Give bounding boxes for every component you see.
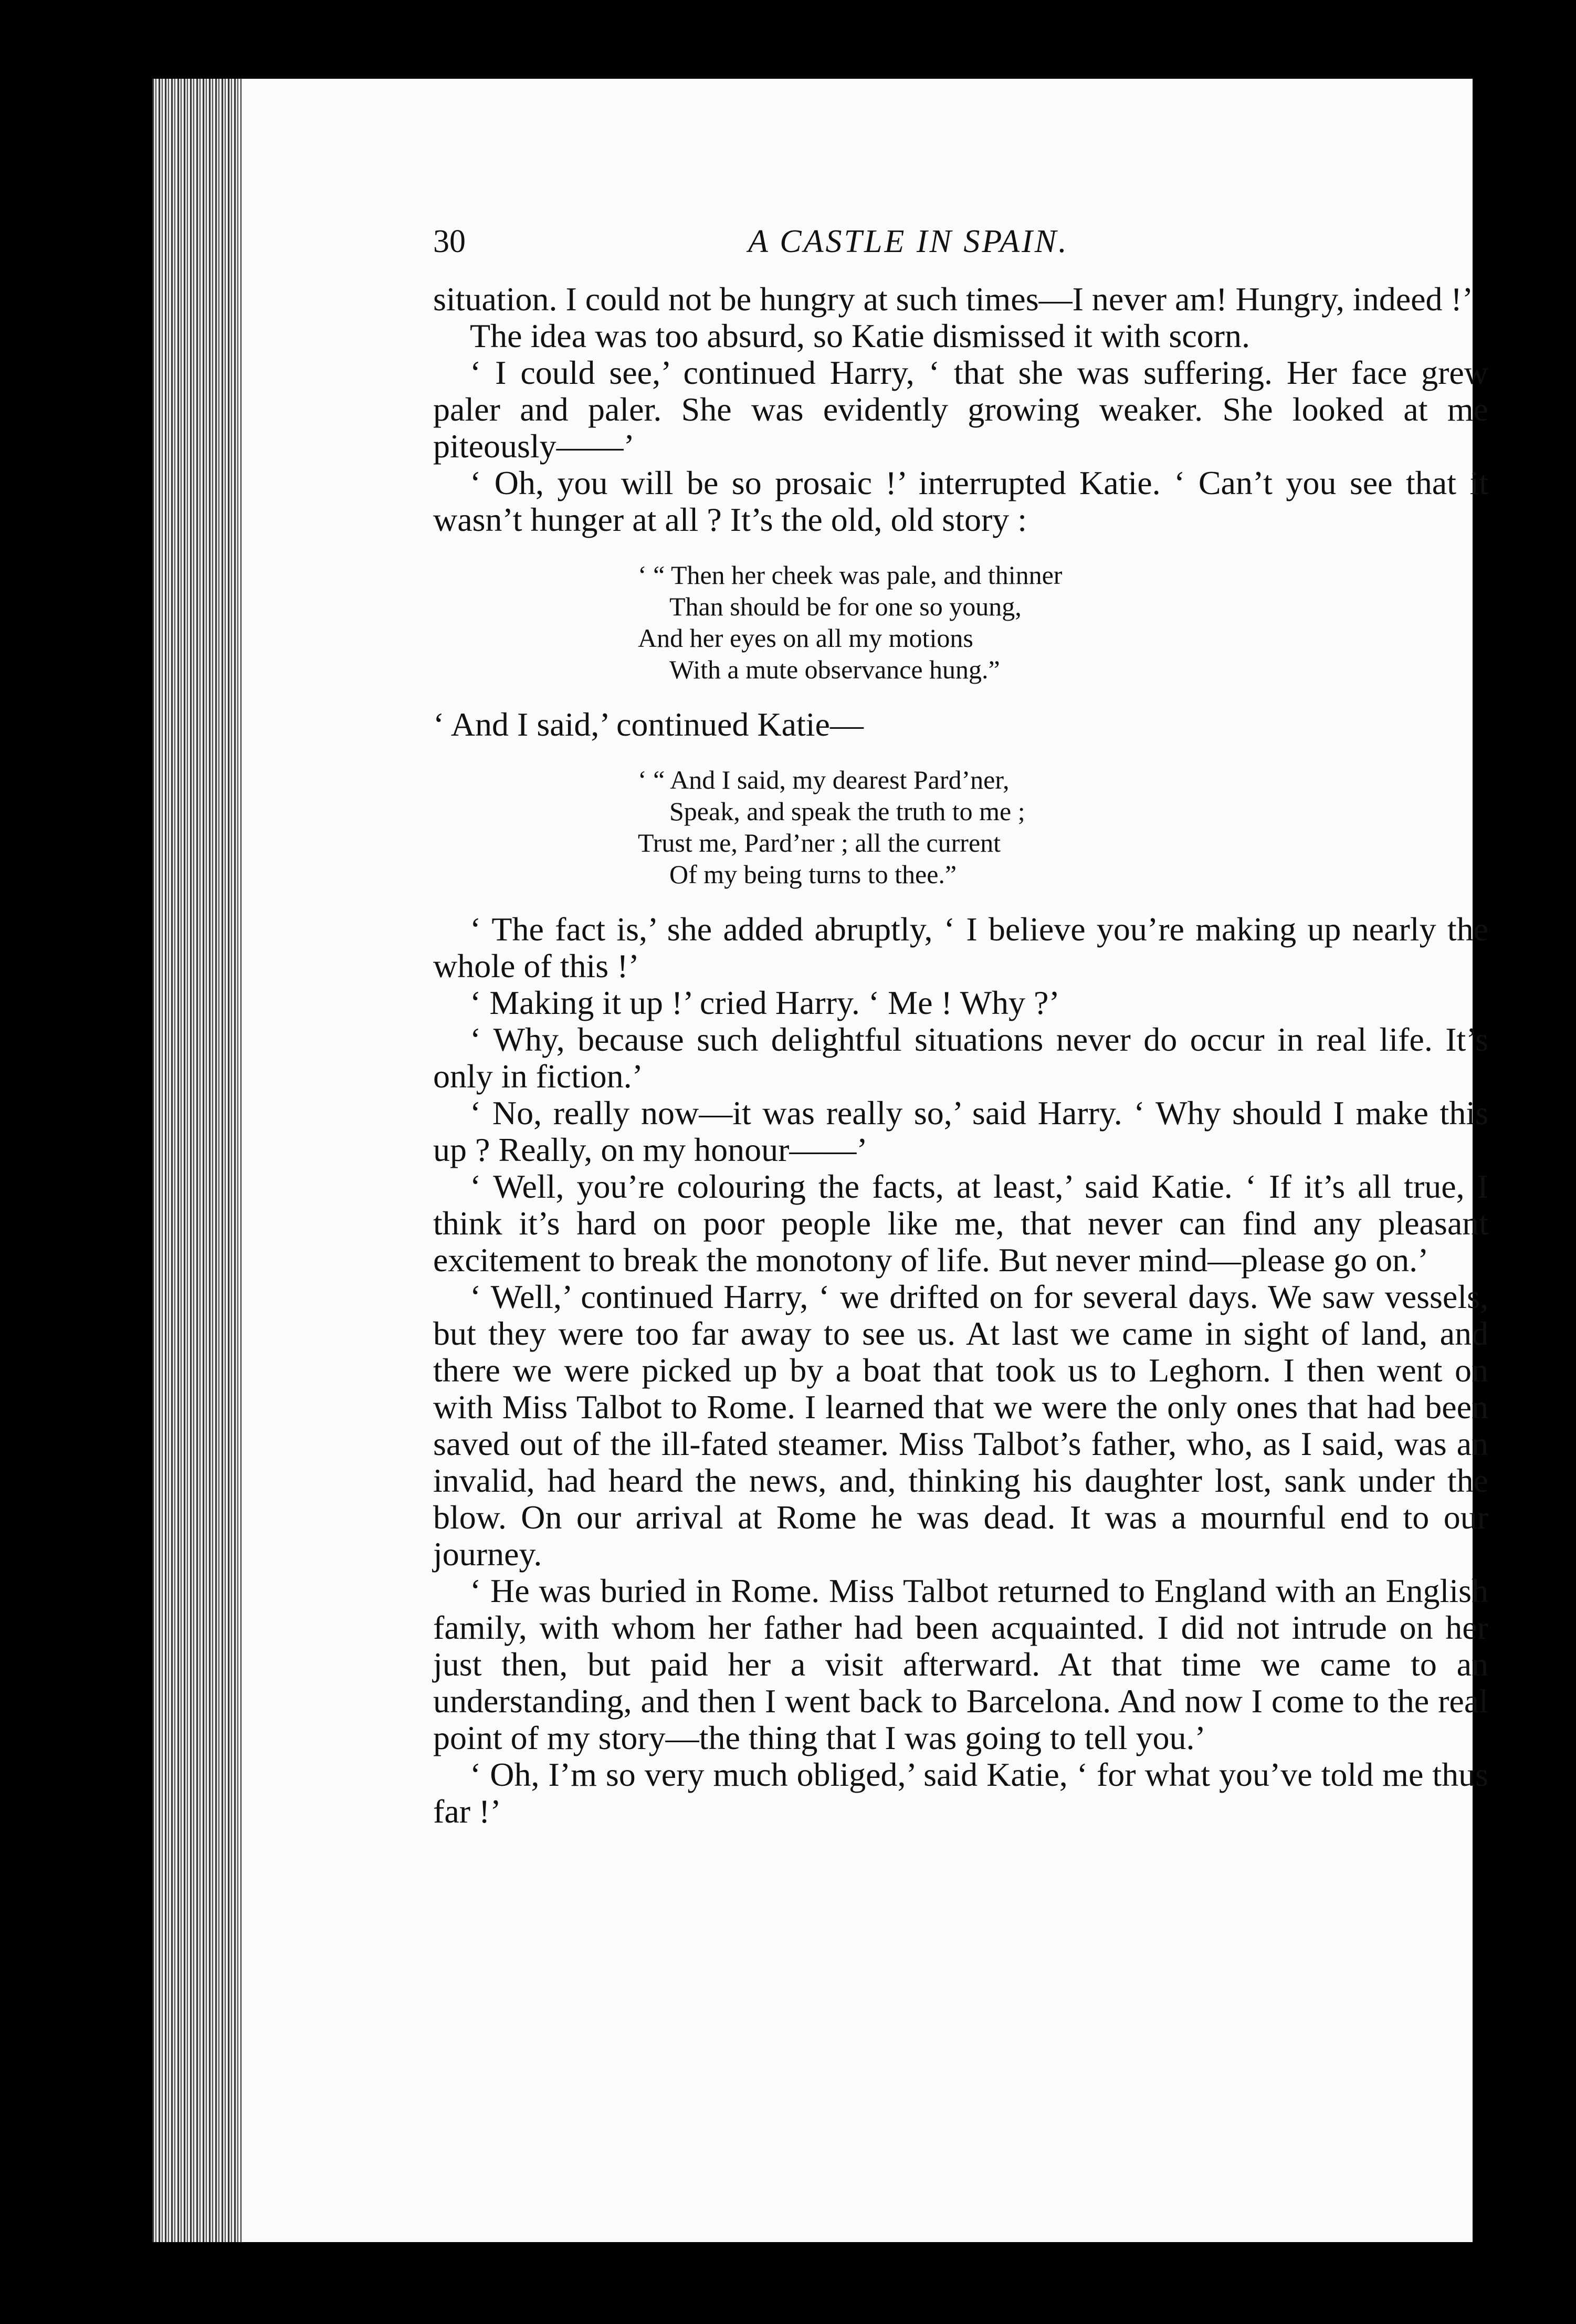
verse-line: ‘ “ Then her cheek was pale, and thinner <box>638 560 1063 590</box>
verse-line: And her eyes on all my motions <box>638 623 973 653</box>
text-column <box>433 218 1488 1830</box>
running-title: A CASTLE IN SPAIN. <box>748 224 1069 259</box>
paragraph: ‘ And I said,’ continued Katie— <box>433 706 864 743</box>
paragraph: situation. I could not be hungry at such times—I never am! Hungry, indeed !’ <box>433 280 1474 318</box>
paragraph: ‘ Oh, you will be so prosaic !’ interrupted Katie. ‘ Can’t you see that it wasn’t hunger at all ? It’s the old, old story : <box>433 464 1488 538</box>
paragraph: The idea was too absurd, so Katie dismissed it with scorn. <box>470 317 1250 354</box>
paragraph: ‘ Well, you’re colouring the facts, at least,’ said Katie. ‘ If it’s all true, I think it’s hard on poor people like me, that never can find any pleasant excitement to break the monotony of life. But never mind—please go on.’ <box>433 1168 1488 1279</box>
verse-line: Of my being turns to thee.” <box>669 860 957 889</box>
paragraph: ‘ Oh, I’m so very much obliged,’ said Katie, ‘ for what you’ve told me thus far !’ <box>433 1756 1488 1830</box>
verse-line: ‘ “ And I said, my dearest Pard’ner, <box>638 765 1010 794</box>
verse-line: Speak, and speak the truth to me ; <box>669 797 1025 826</box>
verse-line: Than should be for one so young, <box>669 592 1022 621</box>
page-binding-edge <box>152 79 241 2242</box>
paragraph: ‘ The fact is,’ she added abruptly, ‘ I believe you’re making up nearly the whole of this !’ <box>433 910 1488 985</box>
page-number: 30 <box>433 224 466 259</box>
verse-block <box>638 559 1488 685</box>
verse-line: Trust me, Pard’ner ; all the current <box>638 828 1001 857</box>
paragraph: ‘ I could see,’ continued Harry, ‘ that she was suffering. Her face grew paler and paler. She was evidently growing weaker. She looked at me piteously——’ <box>433 354 1488 465</box>
book-page <box>152 79 1494 2242</box>
page-header <box>433 218 1488 281</box>
verse-line: With a mute observance hung.” <box>669 655 1000 684</box>
paragraph: ‘ Well,’ continued Harry, ‘ we drifted on for several days. We saw vessels, but they were too far away to see us. At last we came in sight of land, and there we were picked up by a boat that took us to Leghorn. I then went on with Miss Talbot to Rome. I learned that we were the only ones that had been saved out of the ill-fated steamer. Miss Talbot’s father, who, as I said, was an invalid, had heard the news, and, thinking his daughter lost, sank under the blow. On our arrival at Rome he was dead. It was a mournful end to our journey. <box>433 1278 1488 1573</box>
paragraph: ‘ Why, because such delightful situations never do occur in real life. It’s only in fiction.’ <box>433 1021 1488 1095</box>
paragraph: ‘ He was buried in Rome. Miss Talbot returned to England with an English family, with whom her father had been acquainted. I did not intrude on her just then, but paid her a visit afterward. At that time we came to an understanding, and then I went back to Barcelona. And now I come to the real point of my story—the thing that I was going to tell you.’ <box>433 1572 1488 1756</box>
paragraph: ‘ Making it up !’ cried Harry. ‘ Me ! Why ?’ <box>470 984 1060 1021</box>
verse-block <box>638 764 1488 890</box>
paragraph: ‘ No, really now—it was really so,’ said Harry. ‘ Why should I make this up ? Really, on my honour——’ <box>433 1094 1488 1168</box>
